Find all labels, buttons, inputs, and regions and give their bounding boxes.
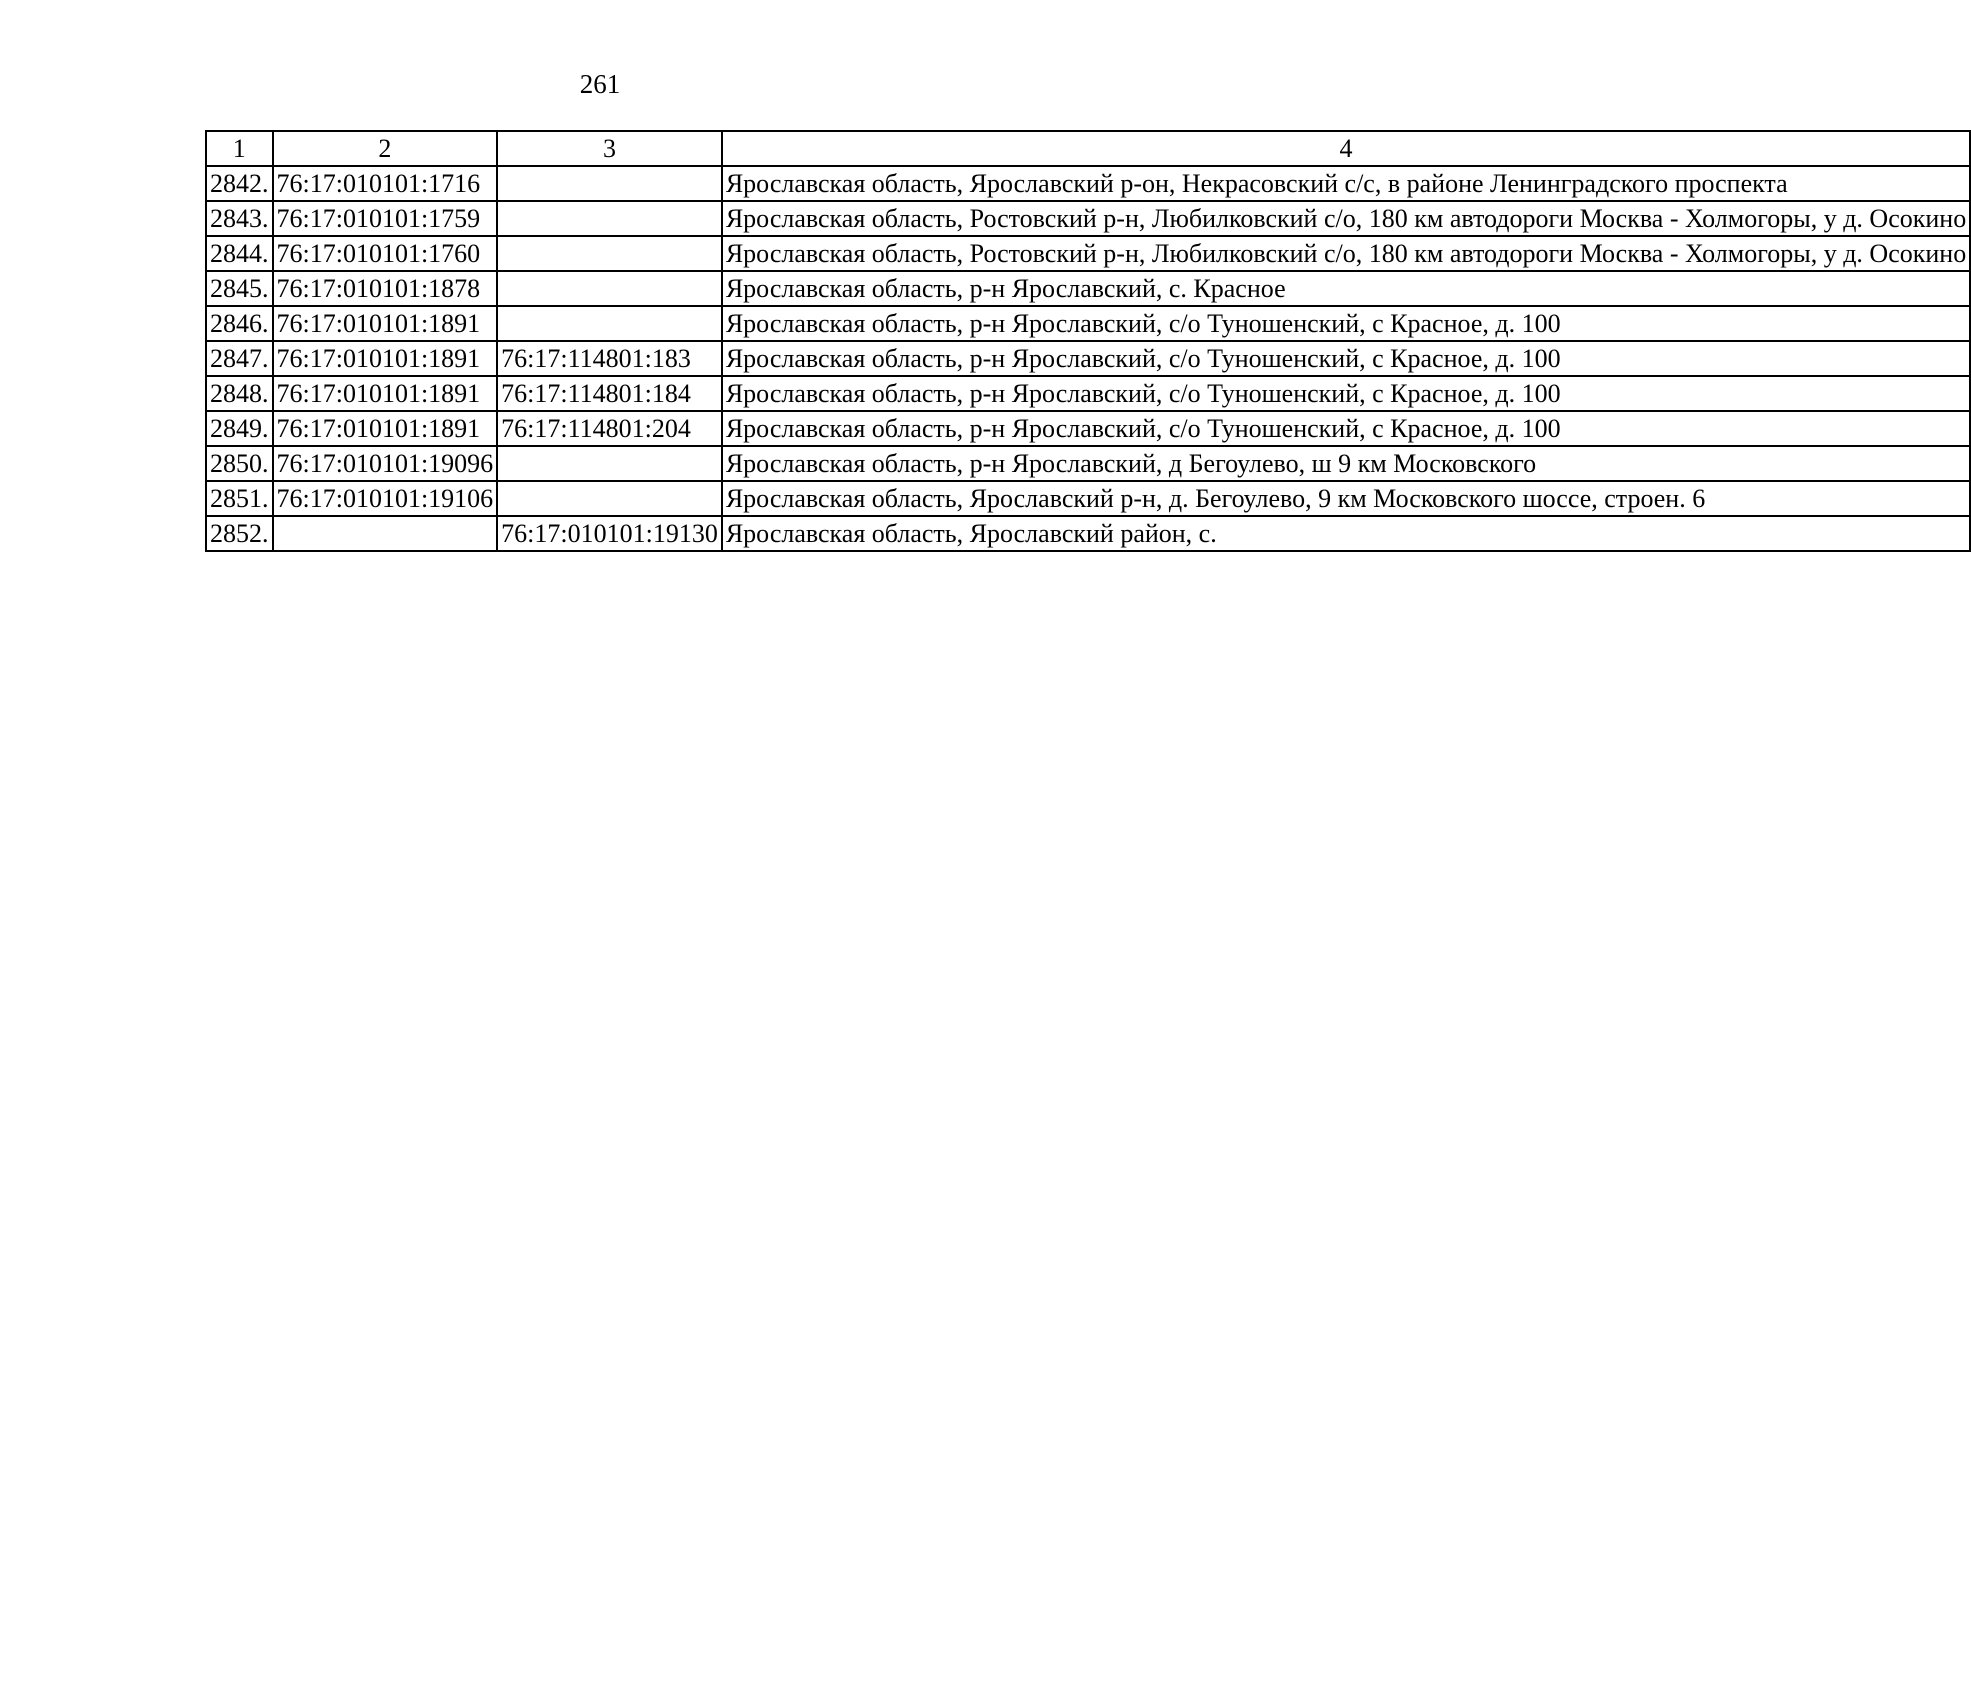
cadastral-number-cell: 76:17:010101:1716 [273,166,498,201]
related-number-cell: 76:17:114801:184 [497,376,722,411]
cadastral-number-cell: 76:17:010101:1891 [273,341,498,376]
address-cell: Ярославская область, р-н Ярославский, с/о Туношенский, с Красное, д. 100 [722,376,1970,411]
table-row [206,411,1970,446]
address-cell: Ярославская область, р-н Ярославский, д Бегоулево, ш 9 км Московского [722,446,1970,481]
address-cell: Ярославская область, Ярославский р-н, д. Бегоулево, 9 км Московского шоссе, строен. 6 [722,481,1970,516]
column-header-4: 4 [722,131,1970,166]
table-row [206,306,1970,341]
row-number-cell: 2843. [206,201,273,236]
table-row [206,166,1970,201]
cadastral-number-cell: 76:17:010101:1891 [273,411,498,446]
address-cell: Ярославская область, Ярославский р-он, Некрасовский с/с, в районе Ленинградского проспекта [722,166,1970,201]
related-number-cell [497,236,722,271]
cadastral-number-cell: 76:17:010101:1760 [273,236,498,271]
cadastral-number-cell: 76:17:010101:19096 [273,446,498,481]
address-cell: Ярославская область, р-н Ярославский, с/о Туношенский, с Красное, д. 100 [722,411,1970,446]
table-row [206,446,1970,481]
address-cell: Ярославская область, Ростовский р-н, Любилковский с/о, 180 км автодороги Москва - Холмогоры, у д. Осокино [722,236,1970,271]
related-number-cell: 76:17:010101:19130 [497,516,722,551]
row-number-cell: 2851. [206,481,273,516]
related-number-cell [497,481,722,516]
table-header-row [206,131,1970,166]
related-number-cell [497,306,722,341]
table-row [206,201,1970,236]
table-row [206,236,1970,271]
row-number-cell: 2845. [206,271,273,306]
column-header-1: 1 [206,131,273,166]
cadastral-number-cell: 76:17:010101:1891 [273,306,498,341]
column-header-2: 2 [273,131,498,166]
address-cell: Ярославская область, р-н Ярославский, с. Красное [722,271,1970,306]
cadastral-number-cell: 76:17:010101:1891 [273,376,498,411]
row-number-cell: 2849. [206,411,273,446]
cadastral-number-cell: 76:17:010101:1759 [273,201,498,236]
row-number-cell: 2850. [206,446,273,481]
row-number-cell: 2847. [206,341,273,376]
register-table [205,130,1971,552]
cadastral-number-cell: 76:17:010101:1878 [273,271,498,306]
address-cell: Ярославская область, р-н Ярославский, с/о Туношенский, с Красное, д. 100 [722,306,1970,341]
column-header-3: 3 [497,131,722,166]
related-number-cell [497,201,722,236]
table-row [206,271,1970,306]
table-row [206,376,1970,411]
row-number-cell: 2844. [206,236,273,271]
row-number-cell: 2846. [206,306,273,341]
address-cell: Ярославская область, р-н Ярославский, с/о Туношенский, с Красное, д. 100 [722,341,1970,376]
address-cell: Ярославская область, Ростовский р-н, Любилковский с/о, 180 км автодороги Москва - Холмогоры, у д. Осокино [722,201,1970,236]
row-number-cell: 2852. [206,516,273,551]
related-number-cell: 76:17:114801:204 [497,411,722,446]
row-number-cell: 2848. [206,376,273,411]
table-row [206,341,1970,376]
row-number-cell: 2842. [206,166,273,201]
cadastral-number-cell: 76:17:010101:19106 [273,481,498,516]
table-row [206,481,1970,516]
related-number-cell [497,166,722,201]
related-number-cell: 76:17:114801:183 [497,341,722,376]
cadastral-number-cell [273,516,498,551]
page-number: 261 [579,69,621,99]
related-number-cell [497,271,722,306]
table-row [206,516,1970,551]
address-cell: Ярославская область, Ярославский район, с. [722,516,1970,551]
related-number-cell [497,446,722,481]
